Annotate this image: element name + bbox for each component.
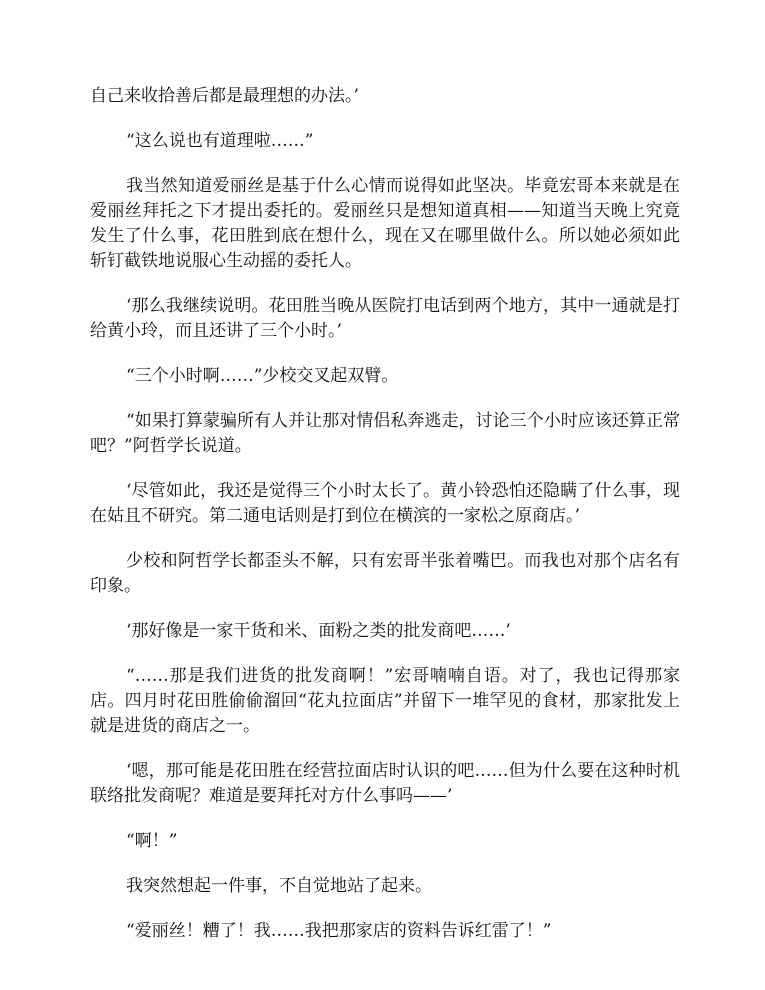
- paragraph: “爱丽丝！糟了！我……我把那家店的资料告诉红雷了！”: [126, 921, 552, 941]
- paragraph: ‘尽管如此，我还是觉得三个小时太长了。黄小铃恐怕还隐瞒了什么事，现在姑且不研究。第二通电话则是打到位在横滨的一家松之原商店。’: [90, 481, 680, 526]
- paragraph: 自己来收拾善后都是最理想的办法。’: [90, 86, 359, 106]
- paragraph: 我当然知道爱丽丝是基于什么心情而说得如此坚决。毕竟宏哥本来就是在爱丽丝拜托之下才提出委托的。爱丽丝只是想知道真相——知道当天晚上究竟发生了什么事，花田胜到底在想什么，现在又在哪里做什么。所以她必须如此斩钉截铁地说服心生动摇的委托人。: [90, 176, 680, 271]
- paragraph: ‘那么我继续说明。花田胜当晚从医院打电话到两个地方，其中一通就是打给黄小玲，而且还讲了三个小时。’: [90, 296, 680, 341]
- paragraph: ‘那好像是一家干货和米、面粉之类的批发商吧……’: [126, 621, 511, 641]
- paragraph: “如果打算蒙骗所有人并让那对情侣私奔逃走，讨论三个小时应该还算正常吧？”阿哲学长说道。: [90, 411, 680, 456]
- paragraph: “啊！”: [126, 831, 178, 851]
- paragraph: “这么说也有道理啦……”: [126, 131, 314, 151]
- document-page: [90, 84, 680, 964]
- paragraph: “……那是我们进货的批发商啊！”宏哥喃喃自语。对了，我也记得那家店。四月时花田胜偷偷溜回“花丸拉面店”并留下一堆罕见的食材，那家批发上就是进货的商店之一。: [90, 666, 680, 736]
- paragraph: 我突然想起一件事，不自觉地站了起来。: [126, 876, 432, 896]
- paragraph: “三个小时啊……”少校交叉起双臂。: [126, 366, 399, 386]
- paragraph: 少校和阿哲学长都歪头不解，只有宏哥半张着嘴巴。而我也对那个店名有印象。: [90, 551, 680, 596]
- paragraph: ‘嗯，那可能是花田胜在经营拉面店时认识的吧……但为什么要在这种时机联络批发商呢？难道是要拜托对方什么事吗——’: [90, 761, 680, 806]
